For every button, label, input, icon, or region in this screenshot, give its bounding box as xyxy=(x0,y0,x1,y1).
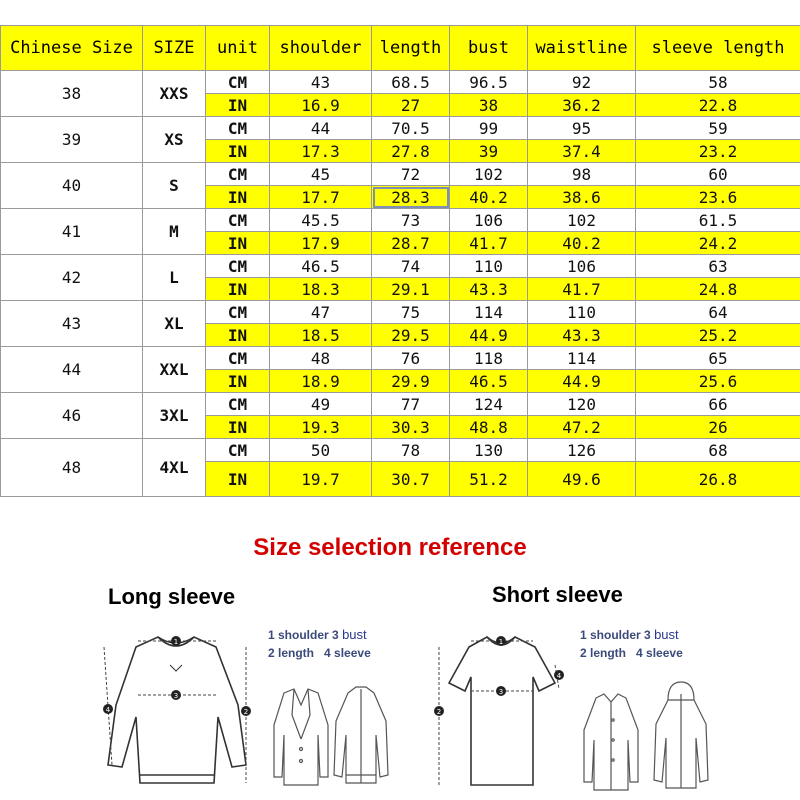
bust-cm-cell: 124 xyxy=(450,393,528,416)
table-row xyxy=(1,117,800,140)
sleeve-cm-cell: 59 xyxy=(636,117,800,140)
shoulder-cm-cell: 45 xyxy=(270,163,372,186)
bust-cm-cell: 99 xyxy=(450,117,528,140)
size-cell: L xyxy=(143,255,206,301)
table-row xyxy=(1,301,800,324)
suit-jacket-icon xyxy=(270,685,332,790)
legend-sleeve: 4 sleeve xyxy=(324,646,371,660)
sleeve-in-cell: 22.8 xyxy=(636,94,800,117)
unit-cell: IN xyxy=(206,416,270,439)
sleeve-in-cell: 26.8 xyxy=(636,462,800,497)
shoulder-in-cell: 16.9 xyxy=(270,94,372,117)
unit-cell: IN xyxy=(206,370,270,393)
marker-2: 2 xyxy=(243,708,249,716)
waistline-in-cell: 44.9 xyxy=(528,370,636,393)
waistline-cm-cell: 110 xyxy=(528,301,636,324)
bust-in-cell: 39 xyxy=(450,140,528,163)
sleeve-cm-cell: 60 xyxy=(636,163,800,186)
length-cm-cell: 74 xyxy=(372,255,450,278)
legend-3: 3 xyxy=(332,628,339,642)
shoulder-cm-cell: 46.5 xyxy=(270,255,372,278)
shoulder-cm-cell: 50 xyxy=(270,439,372,462)
unit-cell: CM xyxy=(206,301,270,324)
length-in-cell: 28.7 xyxy=(372,232,450,255)
short-legend xyxy=(580,626,683,662)
length-cm-cell: 77 xyxy=(372,393,450,416)
table-row xyxy=(1,71,800,94)
length-in-cell: 29.5 xyxy=(372,324,450,347)
unit-cell: IN xyxy=(206,186,270,209)
ss-marker-2: 2 xyxy=(436,708,442,716)
unit-cell: IN xyxy=(206,278,270,301)
waistline-in-cell: 41.7 xyxy=(528,278,636,301)
waistline-in-cell: 43.3 xyxy=(528,324,636,347)
table-row xyxy=(1,209,800,232)
unit-cell: CM xyxy=(206,347,270,370)
legend-shoulder: 1 shoulder xyxy=(268,628,329,642)
marker-1: 1 xyxy=(173,638,179,646)
bust-cm-cell: 102 xyxy=(450,163,528,186)
sleeve-cm-cell: 61.5 xyxy=(636,209,800,232)
bust-in-cell: 44.9 xyxy=(450,324,528,347)
bust-in-cell: 48.8 xyxy=(450,416,528,439)
marker-3: 3 xyxy=(173,692,179,700)
unit-cell: CM xyxy=(206,439,270,462)
length-in-cell: 30.7 xyxy=(372,462,450,497)
length-cm-cell: 72 xyxy=(372,163,450,186)
size-cell: S xyxy=(143,163,206,209)
bust-in-cell: 38 xyxy=(450,94,528,117)
chinese-size-cell: 48 xyxy=(1,439,143,497)
shoulder-in-cell: 18.9 xyxy=(270,370,372,393)
ss-marker-4: 4 xyxy=(556,672,562,680)
length-in-cell: 28.3 xyxy=(372,186,450,209)
sleeve-in-cell: 25.2 xyxy=(636,324,800,347)
waistline-in-cell: 40.2 xyxy=(528,232,636,255)
shoulder-in-cell: 19.3 xyxy=(270,416,372,439)
length-in-cell: 30.3 xyxy=(372,416,450,439)
waistline-cm-cell: 120 xyxy=(528,393,636,416)
shoulder-cm-cell: 47 xyxy=(270,301,372,324)
ss-legend-shoulder: 1 shoulder xyxy=(580,628,641,642)
unit-cell: IN xyxy=(206,232,270,255)
shoulder-in-cell: 18.5 xyxy=(270,324,372,347)
unit-cell: IN xyxy=(206,140,270,163)
hoodie-icon xyxy=(648,680,714,792)
length-cm-cell: 76 xyxy=(372,347,450,370)
sleeve-cm-cell: 58 xyxy=(636,71,800,94)
shoulder-cm-cell: 49 xyxy=(270,393,372,416)
unit-cell: CM xyxy=(206,71,270,94)
shoulder-in-cell: 17.3 xyxy=(270,140,372,163)
waistline-in-cell: 47.2 xyxy=(528,416,636,439)
size-table xyxy=(0,25,800,497)
size-cell: XL xyxy=(143,301,206,347)
chinese-size-cell: 42 xyxy=(1,255,143,301)
size-cell: 3XL xyxy=(143,393,206,439)
header-size: SIZE xyxy=(143,26,206,71)
size-cell: XS xyxy=(143,117,206,163)
shoulder-cm-cell: 43 xyxy=(270,71,372,94)
chinese-size-cell: 43 xyxy=(1,301,143,347)
length-cm-cell: 68.5 xyxy=(372,71,450,94)
header-length: length xyxy=(372,26,450,71)
waistline-in-cell: 37.4 xyxy=(528,140,636,163)
shoulder-cm-cell: 48 xyxy=(270,347,372,370)
unit-cell: CM xyxy=(206,255,270,278)
waistline-cm-cell: 126 xyxy=(528,439,636,462)
ss-legend-3: 3 xyxy=(644,628,651,642)
sleeve-cm-cell: 64 xyxy=(636,301,800,324)
unit-cell: IN xyxy=(206,94,270,117)
bust-cm-cell: 106 xyxy=(450,209,528,232)
bust-in-cell: 43.3 xyxy=(450,278,528,301)
table-row xyxy=(1,347,800,370)
chinese-size-cell: 41 xyxy=(1,209,143,255)
header-unit: unit xyxy=(206,26,270,71)
ss-legend-sleeve: 4 sleeve xyxy=(636,646,683,660)
marker-4: 4 xyxy=(105,706,111,714)
chinese-size-cell: 44 xyxy=(1,347,143,393)
chinese-size-cell: 46 xyxy=(1,393,143,439)
header-chinese-size: Chinese Size xyxy=(1,26,143,71)
length-cm-cell: 75 xyxy=(372,301,450,324)
chinese-size-cell: 39 xyxy=(1,117,143,163)
ss-marker-1: 1 xyxy=(498,638,504,646)
waistline-cm-cell: 92 xyxy=(528,71,636,94)
unit-cell: CM xyxy=(206,209,270,232)
length-cm-cell: 78 xyxy=(372,439,450,462)
shoulder-in-cell: 19.7 xyxy=(270,462,372,497)
table-row xyxy=(1,439,800,462)
header-row xyxy=(1,26,800,71)
sleeve-cm-cell: 68 xyxy=(636,439,800,462)
sleeve-in-cell: 24.2 xyxy=(636,232,800,255)
waistline-cm-cell: 106 xyxy=(528,255,636,278)
unit-cell: IN xyxy=(206,324,270,347)
shoulder-cm-cell: 44 xyxy=(270,117,372,140)
reference-title: Size selection reference xyxy=(253,534,527,561)
header-shoulder: shoulder xyxy=(270,26,372,71)
sleeve-cm-cell: 63 xyxy=(636,255,800,278)
long-legend xyxy=(268,626,371,662)
shoulder-in-cell: 18.3 xyxy=(270,278,372,301)
short-sleeve-label: Short sleeve xyxy=(492,582,623,607)
sleeve-in-cell: 23.2 xyxy=(636,140,800,163)
waistline-cm-cell: 95 xyxy=(528,117,636,140)
long-sleeve-diagram xyxy=(96,625,266,790)
bust-in-cell: 40.2 xyxy=(450,186,528,209)
legend-length: 2 length xyxy=(268,646,315,660)
waistline-cm-cell: 98 xyxy=(528,163,636,186)
sleeve-in-cell: 26 xyxy=(636,416,800,439)
unit-cell: CM xyxy=(206,117,270,140)
bust-in-cell: 46.5 xyxy=(450,370,528,393)
header-sleeve-length: sleeve length xyxy=(636,26,800,71)
sleeve-in-cell: 24.8 xyxy=(636,278,800,301)
size-cell: XXS xyxy=(143,71,206,117)
length-in-cell: 27 xyxy=(372,94,450,117)
size-cell: M xyxy=(143,209,206,255)
sleeve-cm-cell: 65 xyxy=(636,347,800,370)
ss-marker-3: 3 xyxy=(498,688,504,696)
unit-cell: CM xyxy=(206,163,270,186)
bust-cm-cell: 110 xyxy=(450,255,528,278)
bust-cm-cell: 130 xyxy=(450,439,528,462)
size-cell: XXL xyxy=(143,347,206,393)
bust-cm-cell: 114 xyxy=(450,301,528,324)
shoulder-in-cell: 17.9 xyxy=(270,232,372,255)
zip-jacket-icon xyxy=(330,683,392,788)
unit-cell: CM xyxy=(206,393,270,416)
long-sleeve-label: Long sleeve xyxy=(108,584,236,609)
length-cm-cell: 73 xyxy=(372,209,450,232)
size-cell: 4XL xyxy=(143,439,206,497)
ss-legend-length: 2 length xyxy=(580,646,627,660)
chinese-size-cell: 40 xyxy=(1,163,143,209)
length-in-cell: 29.1 xyxy=(372,278,450,301)
bust-in-cell: 41.7 xyxy=(450,232,528,255)
waistline-in-cell: 49.6 xyxy=(528,462,636,497)
table-row xyxy=(1,255,800,278)
waistline-in-cell: 36.2 xyxy=(528,94,636,117)
legend-bust: bust xyxy=(342,627,367,642)
waistline-cm-cell: 114 xyxy=(528,347,636,370)
shoulder-in-cell: 17.7 xyxy=(270,186,372,209)
length-in-cell: 27.8 xyxy=(372,140,450,163)
table-row xyxy=(1,393,800,416)
unit-cell: IN xyxy=(206,462,270,497)
waistline-cm-cell: 102 xyxy=(528,209,636,232)
short-sleeve-diagram xyxy=(425,625,575,790)
length-cm-cell: 70.5 xyxy=(372,117,450,140)
table-row xyxy=(1,163,800,186)
bust-cm-cell: 118 xyxy=(450,347,528,370)
shirt-icon xyxy=(580,690,642,795)
bust-in-cell: 51.2 xyxy=(450,462,528,497)
shoulder-cm-cell: 45.5 xyxy=(270,209,372,232)
sleeve-cm-cell: 66 xyxy=(636,393,800,416)
ss-legend-bust: bust xyxy=(654,627,679,642)
header-waistline: waistline xyxy=(528,26,636,71)
length-in-cell: 29.9 xyxy=(372,370,450,393)
chinese-size-cell: 38 xyxy=(1,71,143,117)
header-bust: bust xyxy=(450,26,528,71)
bust-cm-cell: 96.5 xyxy=(450,71,528,94)
waistline-in-cell: 38.6 xyxy=(528,186,636,209)
sleeve-in-cell: 23.6 xyxy=(636,186,800,209)
sleeve-in-cell: 25.6 xyxy=(636,370,800,393)
